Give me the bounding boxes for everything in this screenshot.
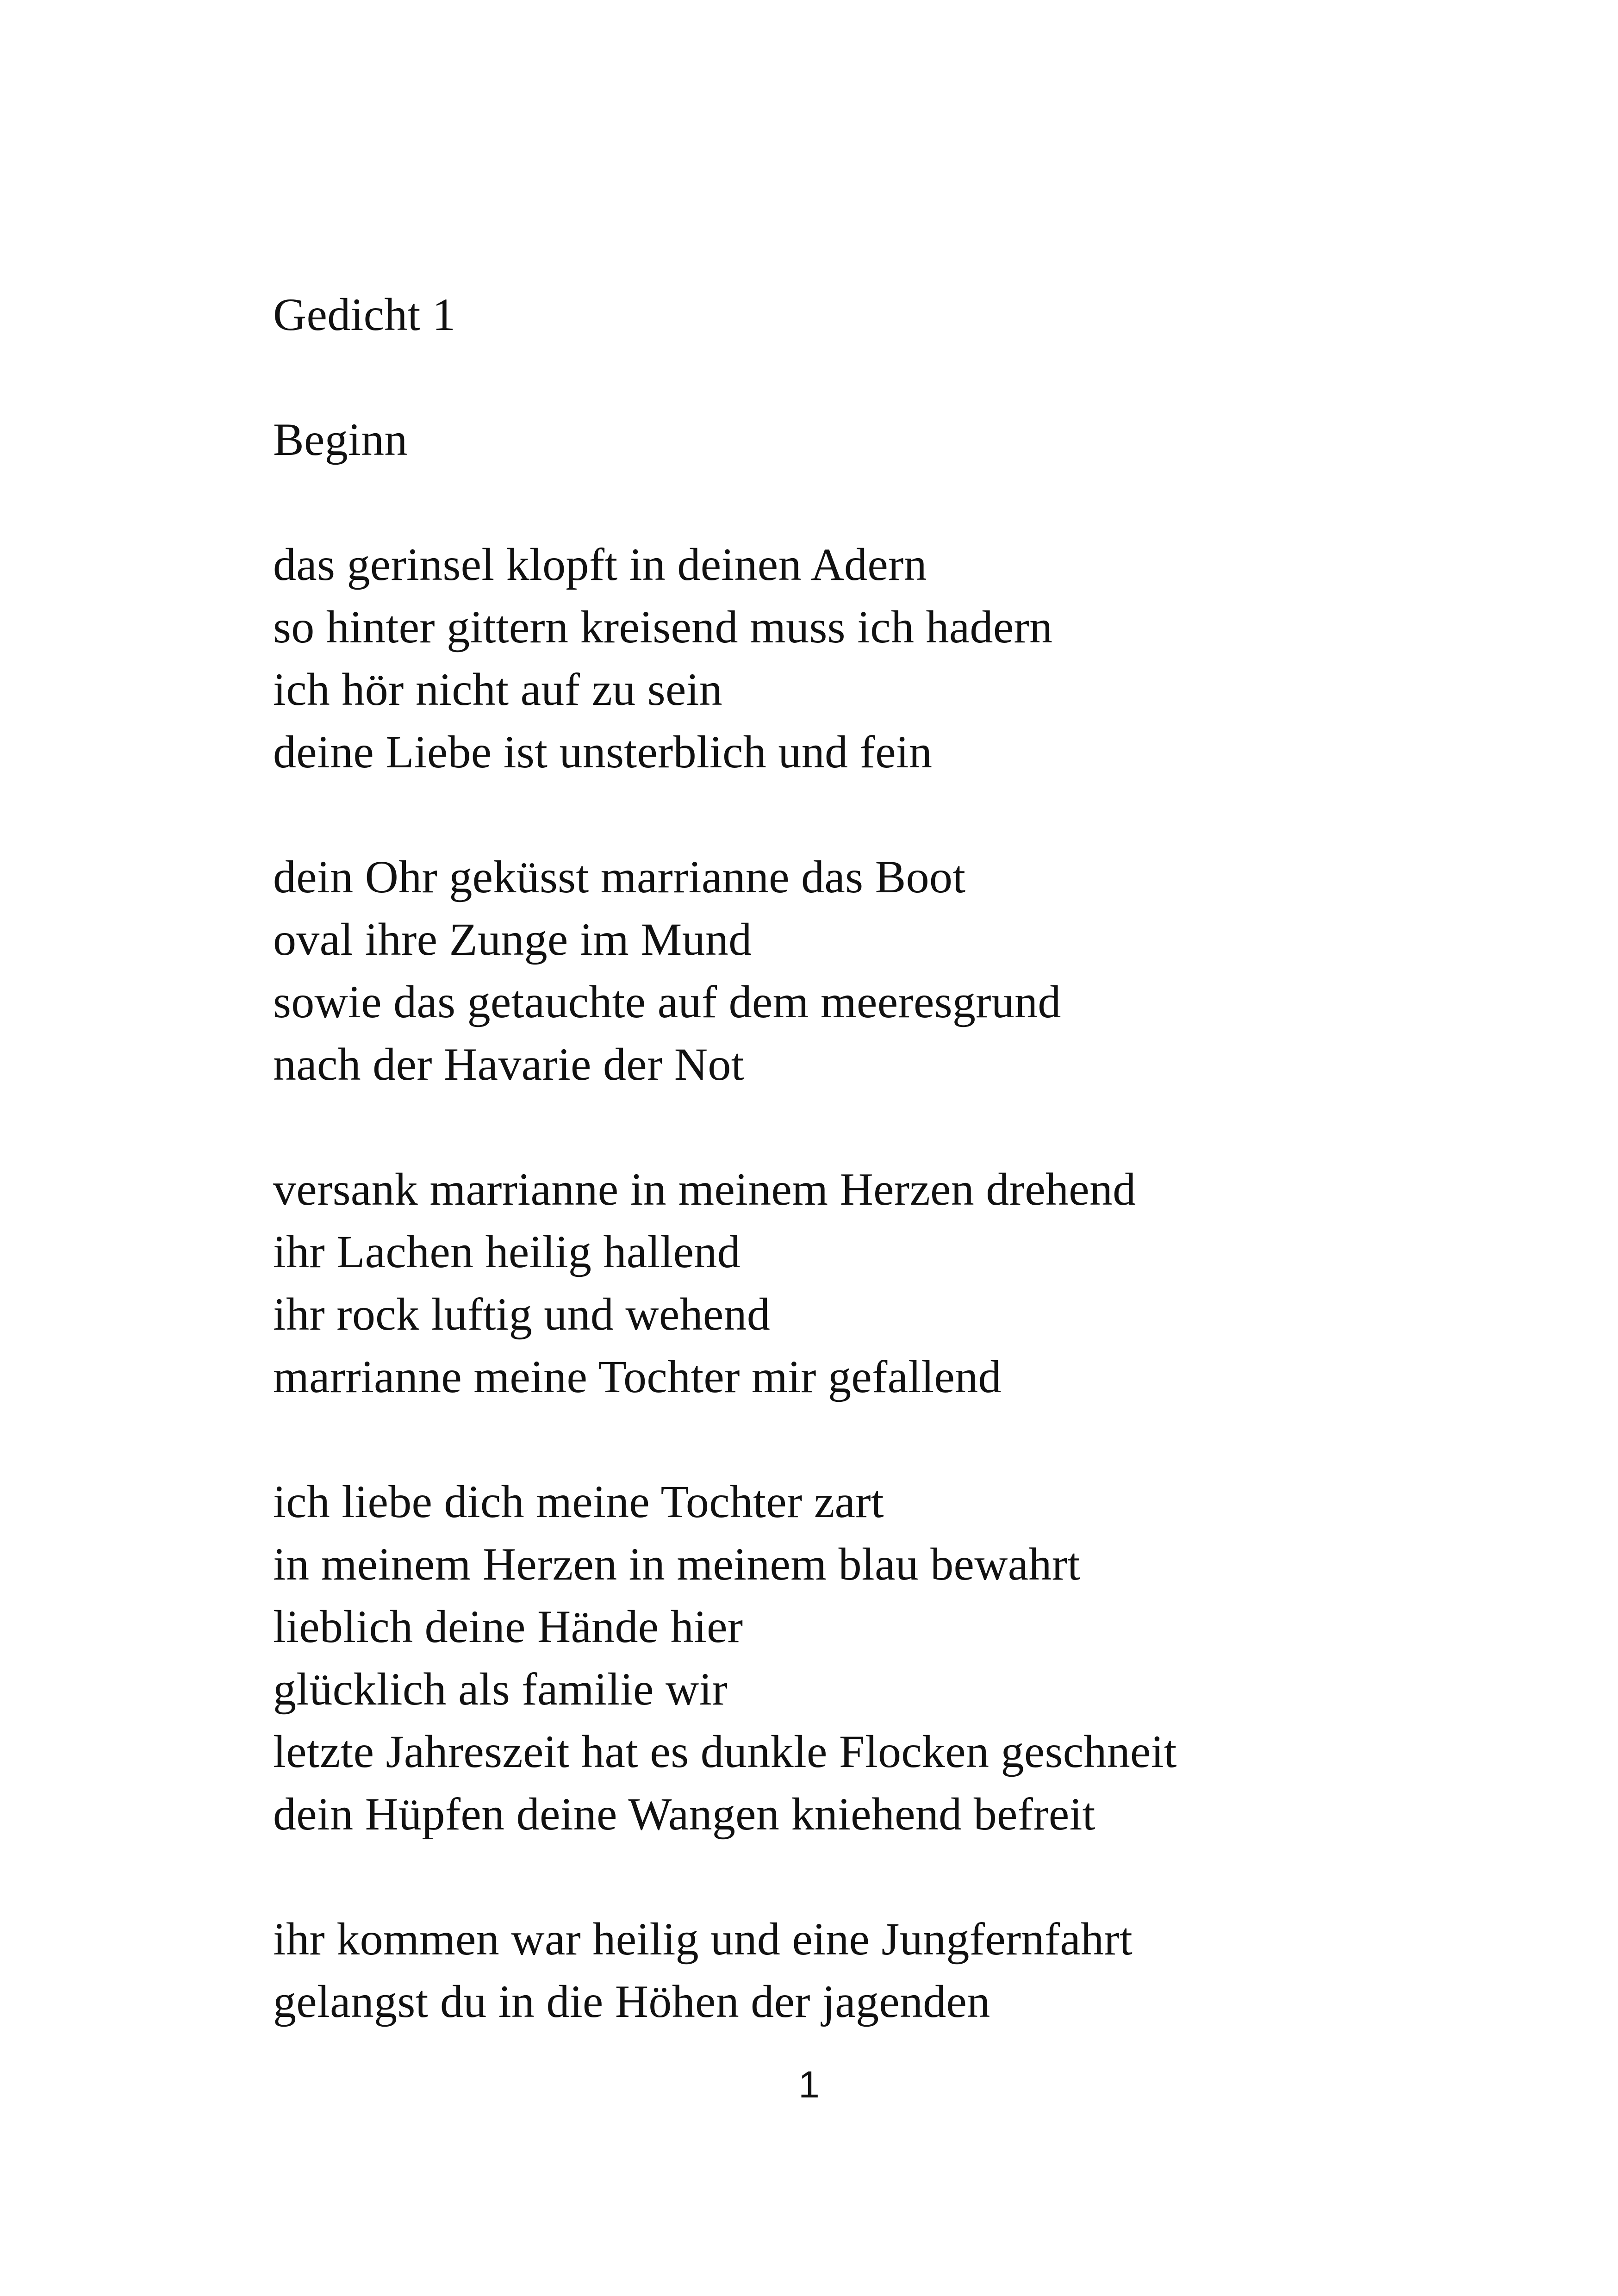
poem-line: so hinter gittern kreisend muss ich hadern bbox=[273, 601, 1053, 653]
poem-line: marrianne meine Tochter mir gefallend bbox=[273, 1351, 1002, 1402]
poem-line: versank marrianne in meinem Herzen drehend bbox=[273, 1164, 1136, 1215]
poem-subtitle: Beginn bbox=[273, 414, 408, 465]
stanza-2 bbox=[273, 846, 1430, 1095]
poem-line: nach der Havarie der Not bbox=[273, 1039, 744, 1090]
poem-line: gelangst du in die Höhen der jagenden bbox=[273, 1976, 990, 2027]
stanza-1 bbox=[273, 533, 1430, 783]
poem-line: sowie das getauchte auf dem meeresgrund bbox=[273, 976, 1061, 1027]
poem-line: ihr Lachen heilig hallend bbox=[273, 1226, 741, 1277]
stanza-3 bbox=[273, 1158, 1430, 1408]
stanza-4 bbox=[273, 1470, 1430, 1845]
poem-line: ich hör nicht auf zu sein bbox=[273, 664, 723, 715]
poem-line: dein Ohr geküsst marrianne das Boot bbox=[273, 851, 966, 902]
poem-line: ihr kommen war heilig und eine Jungfernfahrt bbox=[273, 1913, 1133, 1965]
poem-line: oval ihre Zunge im Mund bbox=[273, 914, 752, 965]
poem-line: deine Liebe ist unsterblich und fein bbox=[273, 726, 933, 778]
poem-line: ihr rock luftig und wehend bbox=[273, 1288, 771, 1340]
poem-text-block bbox=[273, 283, 1430, 2033]
poem-line: glücklich als familie wir bbox=[273, 1663, 728, 1715]
poem-line: in meinem Herzen in meinem blau bewahrt bbox=[273, 1538, 1081, 1590]
stanza-5 bbox=[273, 1908, 1430, 2033]
page-number: 1 bbox=[798, 2064, 820, 2106]
poem-line: dein Hüpfen deine Wangen kniehend befreit bbox=[273, 1788, 1095, 1840]
poem-line: das gerinsel klopft in deinen Adern bbox=[273, 539, 927, 590]
poem-line: letzte Jahreszeit hat es dunkle Flocken geschneit bbox=[273, 1726, 1177, 1777]
poem-line: ich liebe dich meine Tochter zart bbox=[273, 1476, 884, 1527]
poem-title: Gedicht 1 bbox=[273, 289, 456, 340]
poem-line: lieblich deine Hände hier bbox=[273, 1601, 743, 1652]
